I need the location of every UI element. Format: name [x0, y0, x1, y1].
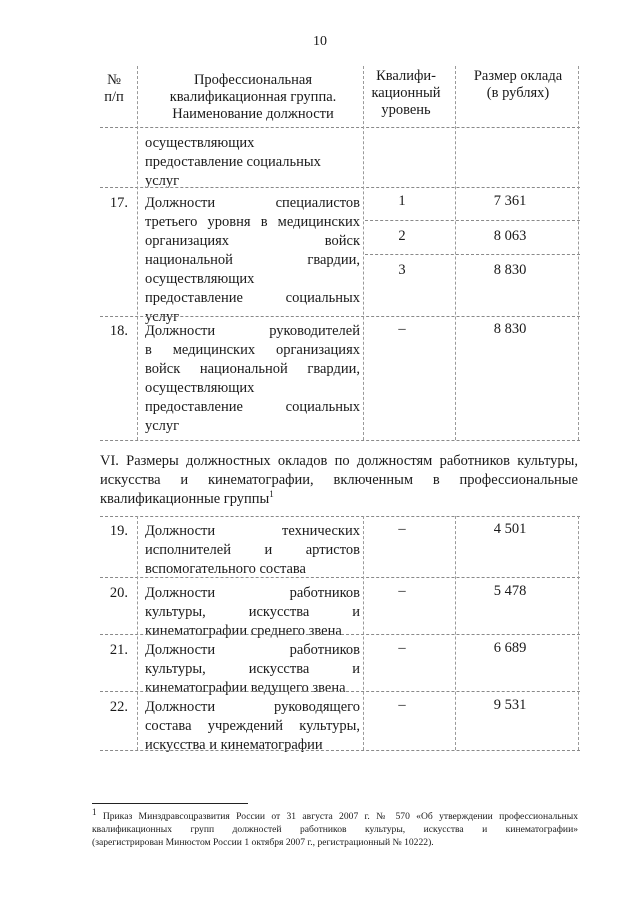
table-rule — [100, 577, 580, 578]
row-17-level-1: 1 — [398, 193, 406, 209]
row-22-name — [145, 698, 360, 755]
table-rule — [100, 316, 580, 317]
name-line: Должности руководителей — [145, 323, 360, 339]
header-level-line: кационный — [371, 85, 441, 101]
row-17-level-2: 2 — [398, 228, 406, 244]
footnote-text: Приказ Минздравсоцразвития России от 31 августа 2007 г. № 570 «Об утверждении профессиональных — [102, 811, 578, 822]
row-21-level: – — [398, 640, 406, 656]
name-line: осуществляющих — [145, 135, 255, 151]
header-level-line: уровень — [381, 102, 431, 118]
header-name-line: Профессиональная — [193, 72, 313, 88]
page-number: 10 — [313, 34, 327, 49]
name-line: Должности технических — [145, 523, 360, 539]
name-line: культуры, искусства и — [145, 661, 360, 677]
row-19-name — [145, 522, 360, 579]
name-line: состава учреждений культуры, — [145, 718, 360, 734]
name-line: осуществляющих — [145, 380, 255, 396]
name-line: предоставление социальных — [145, 399, 360, 415]
row-17-salary-2: 8 063 — [493, 228, 527, 244]
name-line: предоставление социальных — [145, 154, 321, 170]
name-line: Должности руководящего — [145, 699, 360, 715]
row-22-level: – — [398, 697, 406, 713]
row-20-number: 20. — [109, 585, 128, 601]
row-19-level: – — [398, 521, 406, 537]
row-20-salary: 5 478 — [493, 583, 527, 599]
name-line: услуг — [145, 418, 180, 434]
row-17-level-3: 3 — [398, 262, 406, 278]
header-number-line: № — [107, 72, 121, 88]
table-rule — [365, 254, 580, 255]
row-17-name — [145, 194, 360, 327]
header-number — [96, 72, 132, 106]
table-rule — [100, 516, 580, 517]
name-line: осуществляющих — [145, 271, 255, 287]
header-name-line: квалификационная группа. — [169, 89, 337, 105]
footnote — [92, 806, 578, 849]
section-line: искусства и кинематографии, включенным в профессиональные — [100, 472, 578, 488]
header-number-line: п/п — [104, 89, 124, 105]
table-rule — [100, 691, 580, 692]
name-line: предоставление социальных — [145, 290, 360, 306]
name-line: кинематографии ведущего звена — [145, 680, 346, 696]
row-17-salary-3: 8 830 — [493, 262, 527, 278]
table-column-rule — [137, 516, 138, 750]
row-21-name — [145, 641, 360, 698]
table-column-rule — [578, 66, 579, 440]
row-18-name — [145, 322, 360, 436]
row-17-number: 17. — [109, 195, 128, 211]
row-18-salary: 8 830 — [493, 321, 527, 337]
name-line: исполнителей и артистов — [145, 542, 360, 558]
footnote-separator — [92, 803, 248, 804]
section-line: VI. Размеры должностных окладов по должностям работников культуры, — [100, 453, 578, 469]
row-21-salary: 6 689 — [493, 640, 527, 656]
footnote-reference: 1 — [269, 489, 274, 500]
row-19-salary: 4 501 — [493, 521, 527, 537]
row-19-number: 19. — [109, 523, 128, 539]
row-20-level: – — [398, 583, 406, 599]
row-22-number: 22. — [109, 699, 128, 715]
name-line: Должности работников — [145, 585, 360, 601]
footnote-line: квалификационных групп должностей работников культуры, искусства и кинематографии» — [92, 824, 578, 835]
footnote-mark: 1 — [92, 806, 97, 817]
name-line: Должности специалистов — [145, 195, 360, 211]
table-column-rule — [455, 66, 456, 440]
name-line: третьего уровня в медицинских — [145, 214, 360, 230]
name-line: вспомогательного состава — [145, 561, 306, 577]
header-level — [360, 68, 452, 119]
table-rule — [100, 127, 580, 128]
row-20-name — [145, 584, 360, 641]
section-line-text: квалификационные группы — [100, 491, 270, 507]
row-22-salary: 9 531 — [493, 697, 527, 713]
name-line: услуг — [145, 309, 180, 325]
continuation-row-name — [145, 134, 360, 191]
table-column-rule — [137, 66, 138, 440]
table-column-rule — [363, 66, 364, 440]
header-salary-line: (в рублях) — [486, 85, 550, 101]
name-line: искусства и кинематографии — [145, 737, 323, 753]
header-name-line: Наименование должности — [172, 106, 334, 122]
name-line: услуг — [145, 173, 180, 189]
table-rule — [365, 220, 580, 221]
name-line: Должности работников — [145, 642, 360, 658]
footnote-line: (зарегистрирован Минюстом России 1 октября 2007 г., регистрационный № 10222). — [92, 837, 434, 848]
name-line: культуры, искусства и — [145, 604, 360, 620]
name-line: кинематографии среднего звена — [145, 623, 342, 639]
table-rule — [100, 750, 580, 751]
name-line: национальной гвардии, — [145, 252, 360, 268]
table-column-rule — [455, 516, 456, 750]
name-line: в медицинских организациях — [145, 342, 360, 358]
row-17-salary-1: 7 361 — [493, 193, 527, 209]
section-heading — [100, 452, 578, 509]
section-line — [100, 490, 578, 509]
name-line: войск национальной гвардии, — [145, 361, 360, 377]
row-18-number: 18. — [109, 323, 128, 339]
header-salary-line: Размер оклада — [473, 68, 563, 84]
table-column-rule — [578, 516, 579, 750]
name-line: организациях войск — [145, 233, 360, 249]
table-rule — [100, 440, 580, 441]
header-name — [140, 72, 366, 123]
row-21-number: 21. — [109, 642, 128, 658]
table-rule — [100, 187, 580, 188]
footnote-line — [92, 806, 578, 823]
header-level-line: Квалифи- — [376, 68, 436, 84]
row-18-level: – — [398, 321, 406, 337]
table-rule — [100, 634, 580, 635]
header-salary — [456, 68, 580, 102]
table-column-rule — [363, 516, 364, 750]
